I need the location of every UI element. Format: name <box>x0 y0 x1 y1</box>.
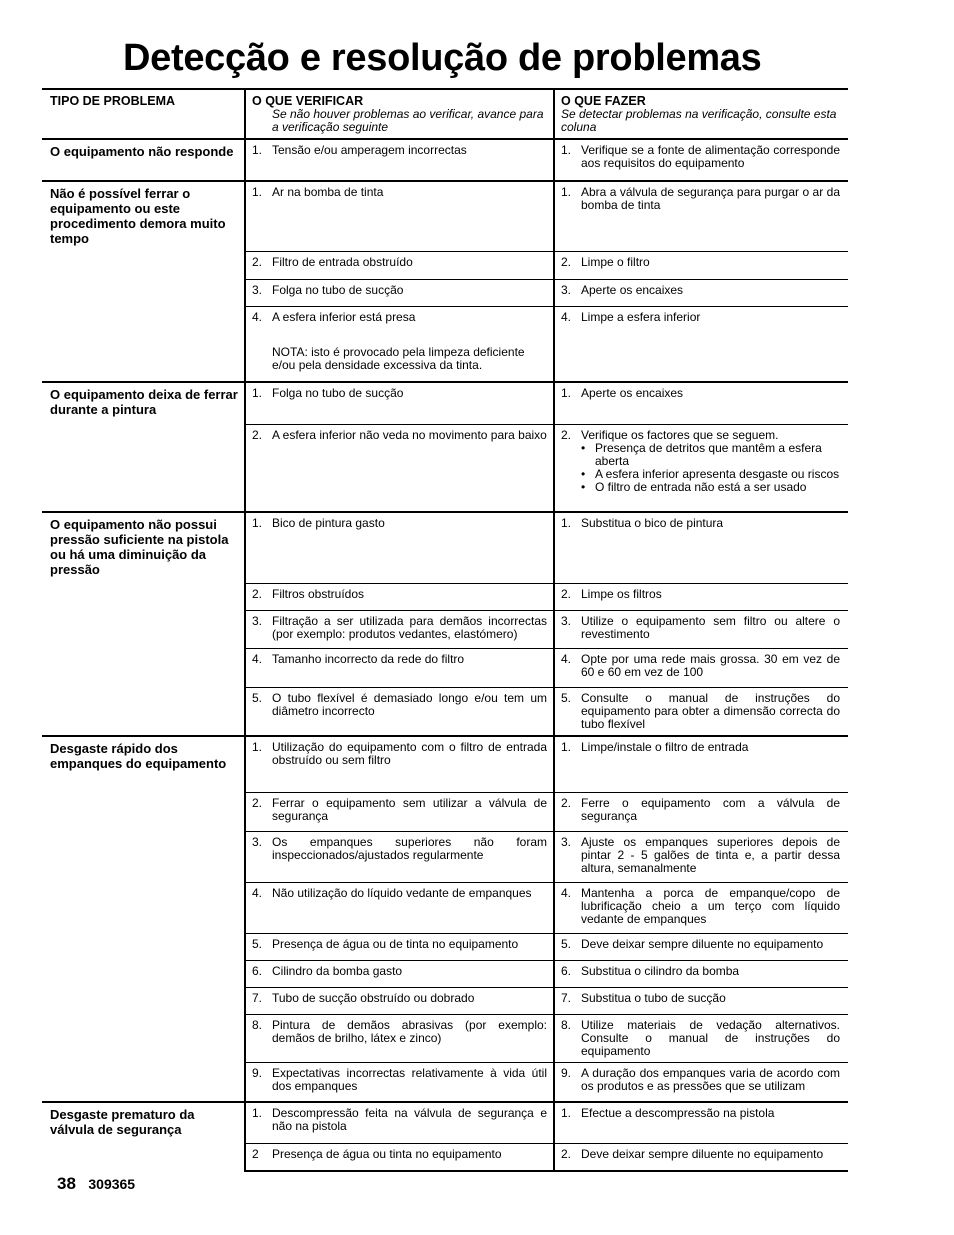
check-cell <box>245 736 554 793</box>
action-cell <box>554 736 848 793</box>
action-text: Utilize materiais de vedação alternativos. Consulte o manual de instruções do equipamento <box>581 1018 840 1058</box>
check-number: 2. <box>252 427 263 442</box>
action-item <box>561 387 840 400</box>
check-text: Cilindro da bomba gasto <box>272 964 403 978</box>
header-what-to-do-note: Se detectar problemas na verificação, consulte esta coluna <box>561 107 837 134</box>
check-number: 4. <box>252 309 263 324</box>
action-bullet: • A esfera inferior apresenta desgaste ou riscos <box>581 468 840 481</box>
problem-type: O equipamento deixa de ferrar durante a pintura <box>50 387 238 417</box>
action-number: 8. <box>561 1018 572 1032</box>
check-number: 2. <box>252 586 263 601</box>
check-number: 7. <box>252 991 263 1005</box>
action-number: 2. <box>561 586 572 601</box>
action-item <box>561 144 840 170</box>
action-text: Efectue a descompressão na pistola <box>581 1105 775 1120</box>
action-cell <box>554 181 848 251</box>
check-number: 8. <box>252 1018 263 1032</box>
check-cell <box>245 988 554 1015</box>
action-item <box>561 1107 840 1120</box>
problem-cell <box>42 512 245 736</box>
action-item <box>561 615 840 641</box>
check-number: 2. <box>252 796 263 810</box>
page-number: 38 <box>57 1174 76 1193</box>
check-text: Expectativas incorrectas relativamente à vida útil dos empanques <box>272 1066 547 1093</box>
action-cell <box>554 1102 848 1144</box>
check-cell <box>245 424 554 512</box>
action-text: Limpe/instale o filtro de entrada <box>581 739 749 754</box>
action-number: 5. <box>561 937 572 951</box>
check-text: Tamanho incorrecto da rede do filtro <box>272 651 465 666</box>
action-cell <box>554 883 848 934</box>
check-text: Folga no tubo de sucção <box>272 386 404 400</box>
header-what-to-check-note: Se não houver problemas ao verificar, avance para a verificação seguinte <box>272 107 544 134</box>
check-cell <box>245 934 554 961</box>
action-item <box>561 1019 840 1058</box>
action-number: 3. <box>561 282 572 297</box>
check-item <box>252 1019 547 1045</box>
check-cell <box>245 181 554 251</box>
action-item <box>561 653 840 679</box>
action-text: Deve deixar sempre diluente no equipamento <box>581 1147 824 1161</box>
action-item <box>561 965 840 978</box>
action-item <box>561 311 840 324</box>
action-text: Mantenha a porca de empanque/copo de lubrificação cheio a um terço com líquido vedante de empanques <box>581 886 840 926</box>
check-item <box>252 588 547 601</box>
check-cell <box>245 1063 554 1102</box>
check-cell <box>245 1144 554 1171</box>
table-row <box>42 736 848 793</box>
action-item <box>561 992 840 1005</box>
header-what-to-do: O QUE FAZER <box>561 94 646 108</box>
check-item <box>252 887 547 900</box>
check-number: 1. <box>252 1105 263 1120</box>
check-cell <box>245 279 554 306</box>
action-cell <box>554 1063 848 1102</box>
action-text: Limpe os filtros <box>581 586 662 601</box>
check-cell <box>245 583 554 610</box>
action-number: 1. <box>561 386 572 400</box>
action-cell <box>554 382 848 424</box>
check-number: 3. <box>252 835 263 849</box>
action-item <box>561 1067 840 1093</box>
check-text: Folga no tubo de sucção <box>272 282 404 297</box>
action-number: 7. <box>561 991 572 1005</box>
check-cell <box>245 306 554 382</box>
action-number: 4. <box>561 651 572 666</box>
check-text: Bico de pintura gasto <box>272 516 385 530</box>
check-number: 5. <box>252 690 263 705</box>
check-item <box>252 186 547 199</box>
check-item <box>252 797 547 823</box>
action-cell <box>554 583 848 610</box>
action-bullet: • O filtro de entrada não está a ser usado <box>581 481 840 494</box>
action-text: Deve deixar sempre diluente no equipamento <box>581 937 824 951</box>
page-footer <box>57 1174 135 1194</box>
check-cell <box>245 382 554 424</box>
action-number: 1. <box>561 185 572 199</box>
check-item <box>252 1107 547 1133</box>
action-text: Substitua o cilindro da bomba <box>581 964 740 978</box>
check-cell <box>245 512 554 583</box>
action-text: Limpe o filtro <box>581 254 650 269</box>
action-number: 3. <box>561 835 572 849</box>
check-number: 1. <box>252 386 263 400</box>
check-number: 9. <box>252 1066 263 1080</box>
problem-type: Não é possível ferrar o equipamento ou este procedimento demora muito tempo <box>50 186 226 246</box>
problem-cell <box>42 736 245 1102</box>
action-item <box>561 256 840 269</box>
action-number: 9. <box>561 1066 572 1080</box>
action-text: Abra a válvula de segurança para purgar o ar da bomba de tinta <box>581 185 840 212</box>
action-cell <box>554 1144 848 1171</box>
action-cell <box>554 961 848 988</box>
check-item <box>252 387 547 400</box>
check-number: 3. <box>252 613 263 628</box>
action-cell <box>554 512 848 583</box>
check-cell <box>245 1102 554 1144</box>
check-number: 6. <box>252 964 263 978</box>
action-number: 4. <box>561 309 572 324</box>
check-cell <box>245 139 554 181</box>
check-number: 5. <box>252 937 263 951</box>
action-number: 2. <box>561 1147 572 1161</box>
check-cell <box>245 793 554 832</box>
action-cell <box>554 306 848 382</box>
table-row <box>42 1102 848 1144</box>
check-cell <box>245 648 554 687</box>
check-text: Presença de água ou tinta no equipamento <box>272 1147 502 1161</box>
check-item <box>252 1148 547 1161</box>
check-text: Tensão e/ou amperagem incorrectas <box>272 143 467 157</box>
check-item <box>252 429 547 442</box>
action-item <box>561 186 840 212</box>
page-title: Detecção e resolução de problemas <box>123 37 762 79</box>
check-text: Tubo de sucção obstruído ou dobrado <box>272 991 475 1005</box>
action-bullet: • Presença de detritos que mantêm a esfera aberta <box>581 442 840 468</box>
table-header-row <box>42 89 848 139</box>
check-cell <box>245 1015 554 1063</box>
check-text: A esfera inferior não veda no movimento para baixo <box>272 427 547 442</box>
action-text: Substitua o bico de pintura <box>581 516 724 530</box>
action-number: 2. <box>561 796 572 810</box>
action-item <box>561 284 840 297</box>
check-item <box>252 992 547 1005</box>
action-item <box>561 429 840 442</box>
action-item <box>561 887 840 926</box>
action-cell <box>554 793 848 832</box>
check-item <box>252 144 547 157</box>
action-text: Ajuste os empanques superiores depois de pintar 2 - 5 galões de tinta e, a partir dessa altura, semanalmente <box>581 835 840 875</box>
action-item <box>561 836 840 875</box>
check-item <box>252 615 547 641</box>
action-text: Limpe a esfera inferior <box>581 309 701 324</box>
check-number: 1. <box>252 185 263 199</box>
check-number: 2 <box>252 1147 259 1161</box>
check-item <box>252 965 547 978</box>
table-row <box>42 181 848 251</box>
action-number: 1. <box>561 143 572 157</box>
check-item <box>252 1067 547 1093</box>
action-cell <box>554 832 848 883</box>
problem-cell <box>42 1102 245 1171</box>
action-cell <box>554 139 848 181</box>
check-text: O tubo flexível é demasiado longo e/ou tem um diâmetro incorrecto <box>272 690 547 718</box>
check-item <box>252 692 547 718</box>
check-note: NOTA: isto é provocado pela limpeza deficiente e/ou pela densidade excessiva da tinta. <box>272 344 525 372</box>
check-item <box>252 284 547 297</box>
action-cell <box>554 279 848 306</box>
action-cell <box>554 1015 848 1063</box>
action-number: 3. <box>561 613 572 628</box>
check-item <box>252 741 547 767</box>
check-text: A esfera inferior está presa <box>272 309 416 324</box>
table-row <box>42 139 848 181</box>
action-cell <box>554 424 848 512</box>
table-row <box>42 512 848 583</box>
action-text: Verifique se a fonte de alimentação corresponde aos requisitos do equipamento <box>581 143 840 170</box>
problem-type: Desgaste prematuro da válvula de segurança <box>50 1106 195 1137</box>
action-text: Aperte os encaixes <box>581 386 684 400</box>
action-item <box>561 517 840 530</box>
check-cell <box>245 961 554 988</box>
action-number: 1. <box>561 516 572 530</box>
check-number: 2. <box>252 254 263 269</box>
check-number: 1. <box>252 516 263 530</box>
check-cell <box>245 687 554 736</box>
check-item <box>252 938 547 951</box>
action-number: 5. <box>561 690 572 705</box>
table-row <box>42 382 848 424</box>
action-cell <box>554 934 848 961</box>
action-text: Verifique os factores que se seguem. <box>581 427 779 442</box>
action-item <box>561 741 840 754</box>
action-cell <box>554 648 848 687</box>
action-text: Consulte o manual de instruções do equipamento para obter a dimensão correcta do tubo flexível <box>581 690 840 731</box>
check-text: Ar na bomba de tinta <box>272 185 384 199</box>
check-text: Não utilização do líquido vedante de empanques <box>272 886 532 900</box>
check-text: Ferrar o equipamento sem utilizar a válvula de segurança <box>272 796 547 823</box>
check-text: Pintura de demãos abrasivas (por exemplo: demãos de brilho, látex e zinco) <box>272 1018 547 1045</box>
problem-type: Desgaste rápido dos empanques do equipamento <box>50 740 227 771</box>
action-cell <box>554 251 848 279</box>
action-item <box>561 1148 840 1161</box>
header-problem-type: TIPO DE PROBLEMA <box>50 94 176 108</box>
action-cell <box>554 988 848 1015</box>
action-text: Opte por uma rede mais grossa. 30 em vez de 60 e 60 em vez de 100 <box>581 651 840 679</box>
problem-cell <box>42 139 245 181</box>
problem-type: O equipamento não responde <box>50 144 234 159</box>
check-text: Os empanques superiores não foram inspeccionados/ajustados regularmente <box>272 835 547 862</box>
check-cell <box>245 251 554 279</box>
check-text: Descompressão feita na válvula de segurança e não na pistola <box>272 1105 547 1133</box>
action-number: 1. <box>561 1105 572 1120</box>
check-cell <box>245 883 554 934</box>
action-number: 2. <box>561 427 572 442</box>
action-text: Aperte os encaixes <box>581 282 684 297</box>
action-item <box>561 692 840 731</box>
action-item <box>561 797 840 823</box>
check-item <box>252 311 547 324</box>
check-text: Presença de água ou de tinta no equipamento <box>272 937 519 951</box>
troubleshooting-table <box>42 88 848 1172</box>
action-number: 2. <box>561 254 572 269</box>
action-text: Utilize o equipamento sem filtro ou altere o revestimento <box>581 613 840 641</box>
check-cell <box>245 832 554 883</box>
action-item <box>561 938 840 951</box>
check-item <box>252 256 547 269</box>
check-number: 4. <box>252 886 263 900</box>
problem-type: O equipamento não possui pressão suficiente na pistola ou há uma diminuição da pressão <box>50 517 229 577</box>
action-text: Ferre o equipamento com a válvula de segurança <box>581 796 840 823</box>
check-text: Utilização do equipamento com o filtro de entrada obstruído ou sem filtro <box>272 739 547 767</box>
action-text: Substitua o tubo de sucção <box>581 991 726 1005</box>
action-number: 1. <box>561 739 572 754</box>
action-item <box>561 588 840 601</box>
action-number: 6. <box>561 964 572 978</box>
check-number: 1. <box>252 739 263 754</box>
problem-cell <box>42 382 245 512</box>
action-bullet-list <box>561 442 840 494</box>
check-number: 1. <box>252 143 263 157</box>
check-item <box>252 653 547 666</box>
check-item <box>252 517 547 530</box>
header-what-to-check: O QUE VERIFICAR <box>252 94 364 108</box>
document-number: 309365 <box>88 1176 136 1192</box>
check-number: 4. <box>252 651 263 666</box>
action-cell <box>554 610 848 648</box>
action-number: 4. <box>561 886 572 900</box>
action-cell <box>554 687 848 736</box>
check-text: Filtração a ser utilizada para demãos incorrectas (por exemplo: produtos vedantes, elastómero) <box>272 613 547 641</box>
action-text: A duração dos empanques varia de acordo com os produtos e as pressões que se utilizam <box>581 1066 840 1093</box>
check-item <box>252 836 547 862</box>
check-text: Filtro de entrada obstruído <box>272 254 413 269</box>
check-number: 3. <box>252 282 263 297</box>
problem-cell <box>42 181 245 382</box>
check-cell <box>245 610 554 648</box>
check-text: Filtros obstruídos <box>272 586 365 601</box>
